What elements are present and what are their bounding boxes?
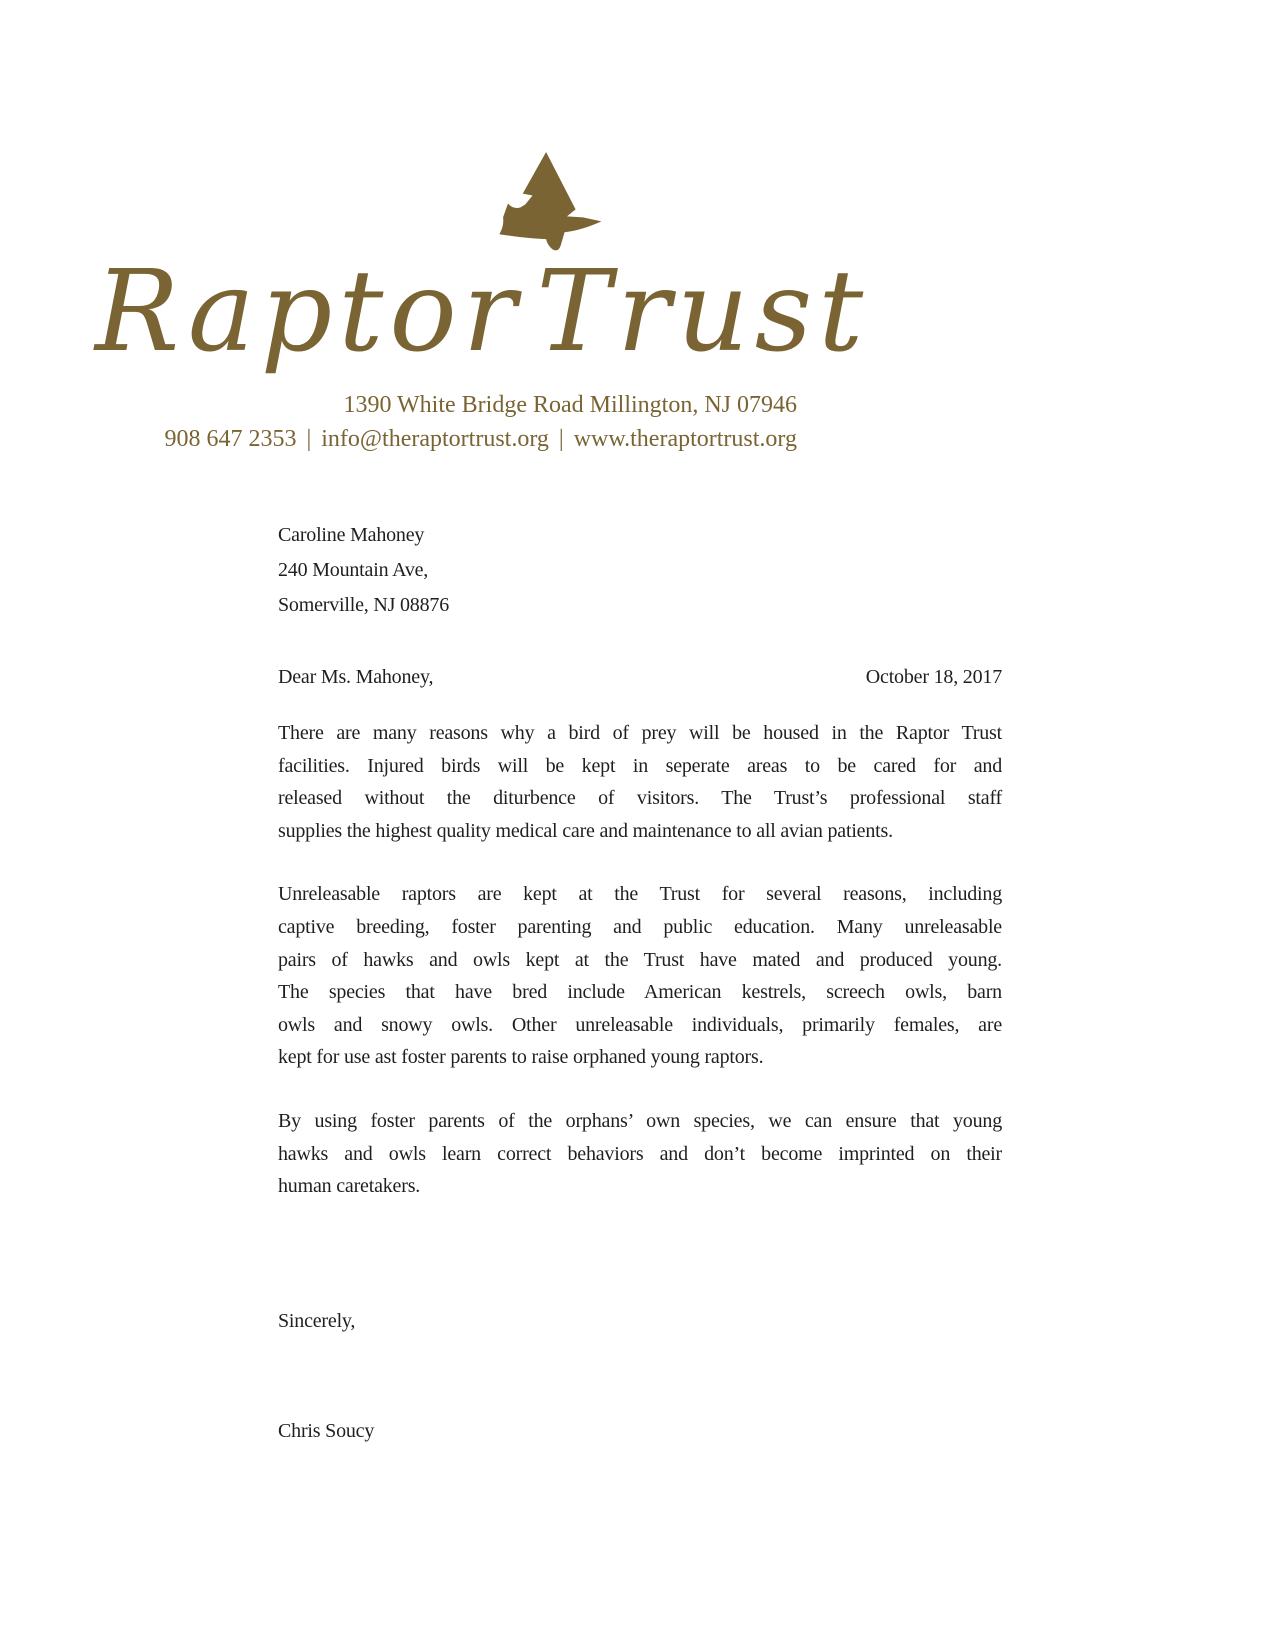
letterhead-contact bbox=[164, 422, 797, 456]
separator-bar: | bbox=[306, 426, 312, 452]
paragraph-line: released without the diturbence of visitors. The Trust’s professional staff bbox=[278, 787, 1002, 810]
paragraph-line: pairs of hawks and owls kept at the Trust have mated and produced young. bbox=[278, 948, 1002, 971]
brand-wordmark bbox=[95, 247, 870, 377]
paragraph-line: supplies the highest quality medical care and maintenance to all avian patients. bbox=[278, 819, 893, 842]
salutation: Dear Ms. Mahoney, bbox=[278, 666, 434, 688]
paragraph bbox=[278, 717, 1002, 847]
paragraph bbox=[278, 878, 1002, 1074]
recipient-block bbox=[278, 518, 1002, 623]
paragraph-line: The species that have bred include American kestrels, screech owls, barn bbox=[278, 981, 1002, 1004]
paragraph-line: facilities. Injured birds will be kept in seperate areas to be cared for and bbox=[278, 754, 1002, 777]
letter-paragraphs bbox=[278, 717, 1002, 1203]
brand-word-trust: Trust bbox=[536, 247, 870, 377]
paragraph-line: kept for use ast foster parents to raise orphaned young raptors. bbox=[278, 1046, 764, 1069]
paragraph-line: By using foster parents of the orphans’ own species, we can ensure that young bbox=[278, 1109, 1002, 1132]
letterhead-email: info@theraptortrust.org bbox=[321, 426, 549, 452]
brand-word-raptor: Raptor bbox=[95, 247, 523, 377]
signature-name: Chris Soucy bbox=[278, 1419, 375, 1442]
raptor-bird-icon bbox=[492, 146, 610, 257]
paragraph-line: hawks and owls learn correct behaviors and don’t become imprinted on their bbox=[278, 1142, 1002, 1165]
paragraph-line: owls and snowy owls. Other unreleasable individuals, primarily females, are bbox=[278, 1013, 1002, 1036]
letterhead-address: 1390 White Bridge Road Millington, NJ 07946 bbox=[343, 392, 797, 418]
letter-body bbox=[278, 518, 1002, 1448]
recipient-name: Caroline Mahoney bbox=[278, 524, 425, 546]
paragraph-line: There are many reasons why a bird of prey will be housed in the Raptor Trust bbox=[278, 722, 1002, 744]
paragraph-line: human caretakers. bbox=[278, 1175, 421, 1198]
recipient-city-state-zip: Somerville, NJ 08876 bbox=[278, 594, 449, 616]
letterhead-phone: 908 647 2353 bbox=[164, 426, 297, 452]
paragraph-line: Unreleasable raptors are kept at the Trust for several reasons, including bbox=[278, 883, 1002, 906]
recipient-street: 240 Mountain Ave, bbox=[278, 559, 429, 581]
separator-bar: | bbox=[558, 426, 564, 452]
letterhead-website: www.theraptortrust.org bbox=[573, 426, 797, 452]
letter-date: October 18, 2017 bbox=[865, 666, 1002, 688]
closing: Sincerely, bbox=[278, 1309, 356, 1332]
paragraph bbox=[278, 1105, 1002, 1203]
paragraph-line: captive breeding, foster parenting and public education. Many unreleasable bbox=[278, 915, 1002, 938]
salutation-row bbox=[278, 661, 1002, 694]
